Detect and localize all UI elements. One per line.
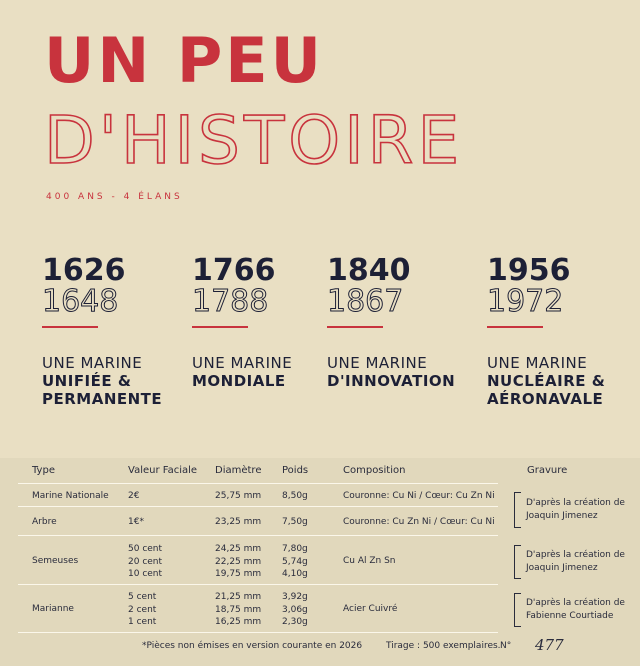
era-1766	[192, 253, 342, 390]
header-composition: Composition	[343, 465, 406, 476]
row-divider	[18, 483, 498, 484]
header-poids: Poids	[282, 465, 309, 476]
header-valeur: Valeur Faciale	[128, 465, 198, 476]
gravure-credit: D'après la création de Joaquin Jimenez	[526, 498, 625, 521]
era-desc-bold: AÉRONAVALE	[487, 389, 604, 408]
era-desc-line: UNE MARINE	[42, 353, 143, 372]
era-divider	[327, 326, 383, 328]
title-line-2: D'HISTOIRE	[44, 102, 464, 179]
cell-type: Marine Nationale	[32, 491, 109, 501]
era-1626	[42, 253, 192, 408]
footnote: *Pièces non émises en version courante en 2026	[142, 641, 363, 651]
era-end-year: 1788	[192, 284, 269, 319]
cell-diametre: 21,25 mm 18,75 mm 16,25 mm	[215, 592, 262, 627]
era-1956	[487, 253, 637, 408]
numero-label: N°	[500, 641, 512, 651]
cell-diametre: 25,75 mm	[215, 491, 262, 501]
cell-valeur: 1€*	[128, 517, 144, 527]
era-description	[192, 354, 342, 390]
row-divider	[18, 632, 498, 633]
subtitle: 400 ANS - 4 ÉLANS	[46, 192, 183, 202]
numero-value: 477	[535, 636, 564, 654]
era-desc-line: UNE MARINE	[327, 353, 428, 372]
gravure-credit: D'après la création de Fabienne Courtiade	[526, 598, 625, 621]
era-desc-bold: NUCLÉAIRE &	[487, 371, 606, 390]
gravure-bracket	[514, 593, 521, 627]
cell-diametre: 24,25 mm 22,25 mm 19,75 mm	[215, 544, 262, 579]
row-divider	[18, 506, 498, 507]
era-divider	[42, 326, 98, 328]
era-start-year: 1956	[487, 253, 571, 288]
era-end-year: 1972	[487, 284, 564, 319]
header-diametre: Diamètre	[215, 465, 262, 476]
cell-composition: Couronne: Cu Zn Ni / Cœur: Cu Ni	[343, 517, 495, 527]
title-line-1: UN PEU	[44, 24, 324, 97]
cell-diametre: 23,25 mm	[215, 517, 262, 527]
gravure-bracket	[514, 492, 521, 528]
era-divider	[192, 326, 248, 328]
cell-type: Arbre	[32, 517, 57, 527]
cell-type: Marianne	[32, 604, 74, 614]
era-description	[487, 354, 637, 408]
cell-poids: 7,80g 5,74g 4,10g	[282, 544, 308, 579]
era-description	[42, 354, 192, 408]
era-start-year: 1840	[327, 253, 411, 288]
header-type: Type	[32, 465, 55, 476]
era-desc-line: UNE MARINE	[487, 353, 588, 372]
era-end-year: 1867	[327, 284, 404, 319]
era-desc-bold: D'INNOVATION	[327, 371, 456, 390]
gravure-credit: D'après la création de Joaquin Jimenez	[526, 550, 625, 573]
era-start-year: 1766	[192, 253, 276, 288]
era-desc-bold: PERMANENTE	[42, 389, 163, 408]
cell-poids: 3,92g 3,06g 2,30g	[282, 592, 308, 627]
era-start-year: 1626	[42, 253, 126, 288]
cell-type: Semeuses	[32, 556, 79, 566]
era-end-year: 1648	[42, 284, 119, 319]
row-divider	[18, 584, 498, 585]
cell-composition: Cu Al Zn Sn	[343, 556, 396, 566]
era-desc-bold: UNIFIÉE &	[42, 371, 132, 390]
cell-composition: Couronne: Cu Ni / Cœur: Cu Zn Ni	[343, 491, 495, 501]
gravure-bracket	[514, 545, 521, 579]
tirage: Tirage : 500 exemplaires.	[386, 641, 501, 651]
era-desc-line: UNE MARINE	[192, 353, 293, 372]
row-divider	[18, 535, 498, 536]
cell-valeur: 50 cent 20 cent 10 cent	[128, 544, 163, 579]
cell-composition: Acier Cuivré	[343, 604, 398, 614]
era-description	[327, 354, 477, 390]
cell-poids: 7,50g	[282, 517, 308, 527]
header-gravure: Gravure	[527, 465, 568, 476]
era-1840	[327, 253, 477, 390]
cell-poids: 8,50g	[282, 491, 308, 501]
cell-valeur: 2€	[128, 491, 140, 501]
cell-valeur: 5 cent 2 cent 1 cent	[128, 592, 157, 627]
era-desc-bold: MONDIALE	[192, 371, 286, 390]
era-divider	[487, 326, 543, 328]
